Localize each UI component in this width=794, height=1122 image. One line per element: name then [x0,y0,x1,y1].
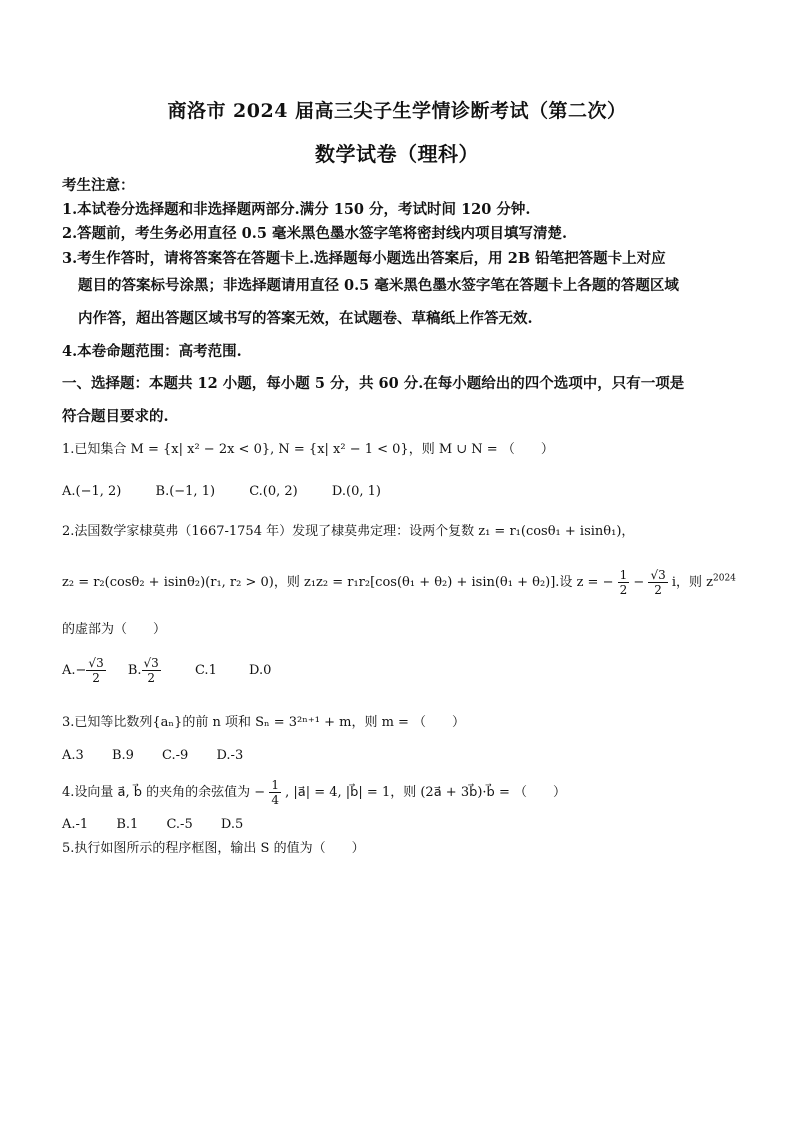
question-1-option-a: A.(−1, 2) [62,484,122,499]
question-2-fraction-half [618,568,630,597]
notice-item-3-cont-1: 题目的答案标号涂黑；非选择题请用直径 0.5 毫米黑色墨水签字笔在答题卡上各题的答题区域 [78,277,679,294]
fraction-numerator: 1 [271,778,279,792]
fraction-numerator: √3 [143,656,159,670]
exam-title: 商洛市 2024 届高三尖子生学情诊断考试（第二次） [167,100,627,122]
question-3-option-b: B.9 [111,748,134,763]
section-heading-cont: 符合题目要求的. [62,408,169,425]
option-b-fraction [142,656,161,685]
question-4-option-c: C.-5 [166,817,193,832]
question-2-minus-sign: − [633,575,645,590]
notice-item-2: 2.答题前，考生务必用直径 0.5 毫米黑色墨水签字笔将密封线内项目填写清楚. [62,225,568,242]
option-label: B. [127,663,142,678]
question-1-option-d: D.(0, 1) [331,484,381,499]
question-1-options [62,482,742,502]
question-4-stem [62,778,742,807]
fraction-denominator: 2 [92,671,100,685]
fraction-denominator: 4 [271,793,279,807]
fraction-denominator: 2 [619,583,628,597]
question-3-stem: 3.已知等比数列{aₙ}的前 n 项和 Sₙ = 3²ⁿ⁺¹ + m，则 m = （ ） [62,715,466,730]
question-4-fraction [269,778,281,807]
question-2-option-d: D.0 [248,663,272,678]
option-label: A.− [62,663,87,678]
section-heading: 一、选择题：本题共 12 小题，每小题 5 分，共 60 分.在每小题给出的四个选项中，只有一项是 [62,375,685,392]
fraction-denominator: 2 [147,671,155,685]
question-5-stem: 5.执行如图所示的程序框图，输出 S 的值为（ ） [62,841,365,856]
question-2-stem-line-1: 2.法国数学家棣莫弗（1667-1754 年）发现了棣莫弗定理：设两个复数 z₁ = r₁(cosθ₁ + isinθ₁)， [62,524,635,539]
fraction-numerator: √3 [88,656,104,670]
question-1-option-b: B.(−1, 1) [155,484,216,499]
notice-item-3: 3.考生作答时，请将答案答在答题卡上.选择题每小题选出答案后，用 2B 铅笔把答题卡上对应 [62,250,666,267]
question-1-stem: 1.已知集合 M = {x| x² − 2x < 0}, N = {x| x² − 1 < 0}，则 M ∪ N = （ ） [62,442,554,457]
fraction-numerator: √3 [650,568,666,582]
question-2-fraction-root3 [648,568,667,597]
question-2-option-c: C.1 [194,663,217,678]
question-1-option-c: C.(0, 2) [249,484,298,499]
question-2-option-a [62,656,106,685]
question-2-stem-line-3: 的虚部为（ ） [62,622,167,637]
question-3-option-a: A.3 [62,748,84,763]
notice-item-1: 1.本试卷分选择题和非选择题两部分.满分 150 分，考试时间 120 分钟. [62,201,531,218]
question-2-option-b [128,656,161,685]
notice-heading: 考生注意： [62,177,135,194]
question-3-option-c: C.-9 [162,748,189,763]
question-3-options [62,746,742,766]
notice-item-4: 4.本卷命题范围：高考范围. [62,343,242,360]
question-4-option-a: A.-1 [62,817,89,832]
question-4-option-b: B.1 [116,817,139,832]
notice-item-3-cont-2: 内作答，超出答题区域书写的答案无效，在试题卷、草稿纸上作答无效. [78,310,533,327]
exam-subtitle: 数学试卷（理科） [315,142,479,166]
question-4-stem-part-a: 4.设向量 a⃗, b⃗ 的夹角的余弦值为 − [62,785,266,800]
question-2-stem-line-2 [62,568,742,597]
question-2-stem-part-b: i，则 z [671,575,713,590]
question-4-option-d: D.5 [220,817,244,832]
question-2-exponent: 2024 [713,573,736,584]
question-2-options [62,656,742,685]
question-3-option-d: D.-3 [216,748,244,763]
question-4-stem-part-b: , |a⃗| = 4, |b⃗| = 1，则 (2a⃗ + 3b⃗)·b⃗ = （ ） [285,785,566,800]
option-a-fraction [86,656,105,685]
fraction-denominator: 2 [654,583,662,597]
question-4-options [62,815,742,835]
question-2-stem-part-a: z₂ = r₂(cosθ₂ + isinθ₂)(r₁, r₂ > 0)，则 z₁z₂ = r₁r₂[cos(θ₁ + θ₂) + isin(θ₁ + θ₂)].设 z = − [62,575,614,590]
fraction-numerator: 1 [619,568,628,582]
